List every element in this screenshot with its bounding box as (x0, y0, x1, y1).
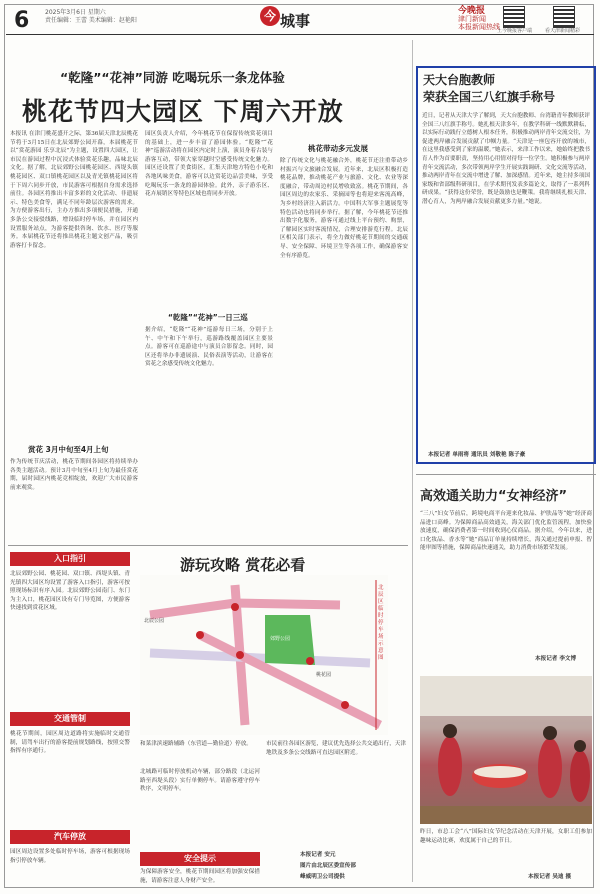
map-label-2: 郊野公园 (270, 636, 291, 642)
main-col3-text: 除了传统文化与桃花融合外，桃花节还注重带动乡村振兴与文旅融合发展。近年来，北辰区积极打造桃花品牌，推动桃花产业与旅游、文化、农业等深度融合，带动周边村民增收致富。桃花节期间，各园区周边的农家乐、采摘园等也将迎来客流高峰，为乡村经济注入新活力。中国科大军事主题展览等特色活动也将同步举行。据了解，今年桃花节还推出数字化服务，游客可通过线上平台预约、购票，了解园区实时客流情况，合理安排游览行程。北辰区相关部门表示，将全力做好桃花节期间的交通疏导、安全保障、环境卫生等各项工作，确保游客安全有序游览。 (280, 158, 408, 259)
main-col1-subhead: 赏花 3月中旬至4月上旬 (28, 445, 109, 454)
qr-block-2 (553, 6, 575, 28)
page-number: 6 (14, 8, 30, 33)
main-col1-text2: 作为传统节庆活动，桃花节期间各园区将持续举办各类主题活动。预计3月中旬至4月上旬为最佳赏花期，届时园区内桃花竞相绽放，欢迎广大市民游客前来观赏。 (10, 459, 138, 491)
paper-sub1: 津门新闻 (458, 15, 486, 23)
column-divider (412, 40, 413, 882)
main-col2-text2: 据介绍，“乾隆”“花神”巡游每日三场，分别于上午、中午和下午举行，巡游路线覆盖园区主要景点。游客可在巡游途中与演员合影留念。同时，园区还将举办非遗展演、民俗表演等活动，让游客在赏花之余感受传统文化魅力。 (145, 327, 273, 368)
map-label-1: 北辰公园 (144, 618, 165, 624)
photo-caption: 昨日，市总工会“八”国际妇女节纪念活动在天津开展，女职工们参加趣味运动比赛，欢度属于自己的节日。 (420, 829, 592, 844)
right-credit: 本报记者 李文博 (535, 656, 577, 662)
qr-label-1: 上今晚报客户端 (497, 28, 533, 34)
route-map-graphic (140, 575, 388, 735)
route-map (140, 575, 388, 735)
photo-figures (420, 676, 592, 824)
guide-credit-bot: 峰威明卫公司提供 (300, 874, 345, 880)
qr-block-1 (503, 6, 525, 28)
header-rule (6, 34, 594, 35)
paper-sub2: 本报新闻热线 (458, 23, 500, 31)
safety-bar: 安全提示 (140, 852, 260, 866)
parking-bar: 汽车停放 (10, 830, 130, 844)
guide-credit-mid: 图片由北辰区委宣传部 (300, 863, 356, 869)
map-side-label: 北辰区临时停车场示意图 (378, 585, 384, 661)
guide-title: 游玩攻略 赏花必看 (180, 556, 306, 574)
right-text: “三八”妇女节前后，跨境电商平台迎来化妆品、护肤品等“她”经济商品进口高峰。为保障商品高效通关，海关部门优化监管流程，加快验放速度，确保消费者第一时间收到心仪商品。据介绍，今年以来，进口化妆品、香水等“她”商品订单量持续增长，海关通过提前申报、智能审图等措施，保障商品快速通关，助力消费市场繁荣发展。 (420, 511, 592, 552)
traffic-control-bar: 交通管制 (10, 712, 130, 726)
right-divider (416, 474, 596, 475)
qr-code-icon (503, 6, 525, 28)
paper-brand (458, 7, 500, 31)
event-photo (420, 676, 592, 824)
main-kicker: “乾隆”“花神”同游 吃喝玩乐一条龙体验 (60, 70, 285, 85)
main-col3-subhead: 桃花带动多元发展 (308, 144, 368, 153)
boxed-title (423, 72, 555, 106)
section-logo-icon: 今 (260, 6, 280, 26)
photo-credit: 本报记者 吴迪 摄 (528, 874, 572, 880)
boxed-text: 近日，记者从天津大学了解到，天大台胞教师、台湾籍青年教师获评全国三八红旗手称号。她扎根天津多年，在教学科研一线默默耕耘，以实际行动践行立德树人根本任务，积极推动两岸青年交流交往，为促进两岸融合发展贡献了巾帼力量。“天津是一座包容开放的城市，在这里我感受到了家的温暖。”她表示，来津工作以来，她始终把教书育人作为首要职责，坚持用心用情对待每一位学生。她积极参与两岸青年交流活动，多次带领两岸学生开展实践调研、文化交流等活动，推动两岸青年在交流中增进了解、加深感情。近年来，她主持多项国家级和省部级科研项目，在学术期刊发表多篇论文，取得了一系列科研成果。“获得这份荣誉，既是鼓励也是鞭策。我将继续扎根天津、潜心育人，为两岸融合发展贡献更多力量。”她说。 (422, 113, 590, 205)
lower-divider (8, 545, 408, 546)
qr-code-icon (553, 6, 575, 28)
traffic-control-text: 桃花节期间，园区周边道路将实施临时交通管制，请驾车出行的游客提前规划路线，按照交警指挥有序通行。 (10, 731, 130, 755)
boxed-credit: 本报记者 单雨将 通讯员 刘敬艳 陈子豪 (428, 452, 526, 458)
date-text: 2025年3月6日 星期六 (45, 9, 106, 16)
right-headline: 高效通关助力“女神经济” (420, 489, 568, 504)
guide-text3: 市民前往各园区游览，建议优先选择公共交通出行，天津地铁及多条公交线路可直达园区附近。 (266, 741, 406, 756)
entry-guide-bar: 入口指引 (10, 552, 130, 566)
boxed-title-line1: 天大台胞教师 (423, 73, 496, 87)
qr-label-2: 看天津新闻精彩 (545, 28, 581, 34)
safety-text: 为保障游客安全，桃花节期间园区将加强安保措施，请游客注意人身财产安全。 (140, 869, 260, 884)
guide-text1: 和菜津滨速路辅路（东营道—勤俭道）停放。 (140, 741, 252, 747)
guide-credit-top: 本报记者 安元 (300, 852, 336, 858)
editors-text: 责任编辑：王蕾 美术编辑：赵艳阳 (45, 17, 137, 24)
section-title: 城事 (280, 12, 311, 30)
page-date (45, 9, 137, 25)
map-label-3: 桃花园 (316, 672, 332, 678)
paper-name: 今晚报 (458, 6, 486, 16)
boxed-title-line2: 荣获全国三八红旗手称号 (423, 90, 556, 104)
main-headline: 桃花节四大园区 下周六开放 (22, 97, 344, 126)
main-col2-text: 园区负责人介绍，今年桃花节在保留传统赏花项目的基础上，进一步丰富了游园体验。“乾隆”“花神”巡游活动将在园区内定时上演，演员身着古装与游客互动，带领大家穿越时空感受传统文化魅力。园区还设置了美食街区，汇集天津地方特色小吃和各地风味美食，游客可以边赏花边品尝美味，享受吃喝玩乐一条龙的游园体验。此外，亲子游乐区、花卉展销区等特色区域也将同步开放。 (145, 131, 273, 198)
parking-text: 园区周边设置多处临时停车场，游客可根据现场指引停放车辆。 (10, 849, 130, 864)
guide-text2: 北城路可临时停放机动车辆，部分路段（北运河路至西堤头段）实行单侧停车。请游客遵守停车秩序，文明停车。 (140, 769, 260, 793)
main-col2-subhead: “乾隆”“花神”一日三巡 (168, 313, 248, 322)
main-col1-text: 本报讯 在津门桃花盛开之际，第36届天津北辰桃花节将于3月15日在北辰郊野公园开幕，本届桃花节以“赏花游园 乐享北辰”为主题，设置四大园区，让市民在游园过程中沉浸式体验赏花乐趣，品味北辰文化。据了解，北辰郊野公园桃花园区、西堤头镇桃花园区、双口镇桃花园区以及青光镇桃花园区将于下周六同步开放，市民游客可根据自身需求选择前往。各园区将推出丰富多彩的文化活动、非遗展示、特色美食等，满足不同年龄层次游客的需求。为方便游客出行，主办方推出多项便民措施，开通多条公交接驳线路，增设临时停车场，并在园区内设置服务站点，为游客提供咨询、饮水、医疗等服务。本届桃花节还将推出桃花主题文创产品，吸引游客打卡留念。 (10, 131, 138, 249)
entry-guide-text: 北辰郊野公园、桃花园、双口镇、西堤头镇、青光镇四大园区均设置了游客入口指引，游客可按照现场标识有序入园。北辰郊野公园南门、东门为主入口，桃花园区设有专门导览图，方便游客快速找到赏花区域。 (10, 571, 130, 612)
